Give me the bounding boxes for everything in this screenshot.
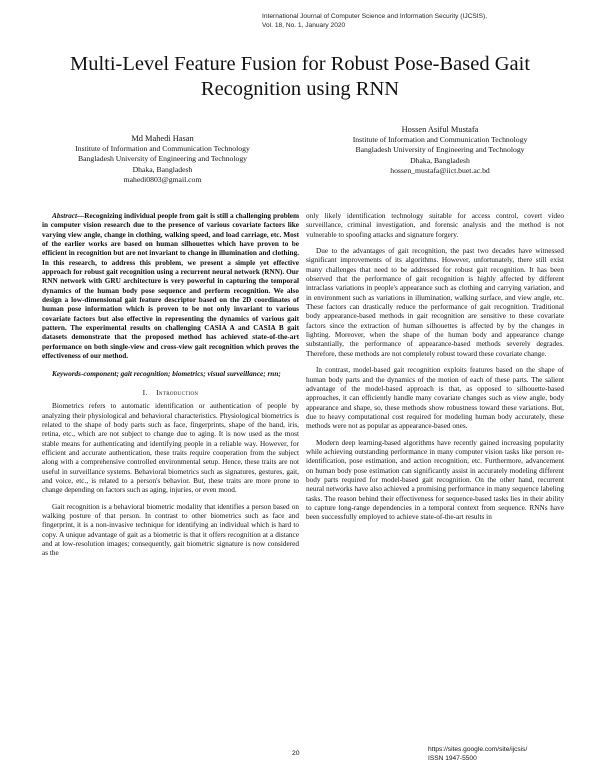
body-paragraph: Due to the advantages of gait recognition, the past two decades have witnessed significant improvements of its algorithms. However, unfortunately, there still exist many challenges that need to be addressed for robust gait recognition. It has been observed that the performance of gait recognition is highly affected by different intraclass variations in people's appearance such as clothing and carrying variation, and in environment such as variations in illumination, walking surface, and view angle, etc. These factors can drastically reduce the performance of gait recognition. Traditional body appearance-based methods in gait recognition are sensitive to these covariate factors since the extraction of human silhouettes is affected by by the changes in lighting. Moreover, when the shape of the human body and appearance change substantially, the performance of appearance-based methods severely degrades. Therefore, these methods are not completely robust toward these covariate change. bbox=[306, 247, 564, 358]
author-block-1 bbox=[40, 134, 285, 185]
journal-volume: Vol. 18, No. 1, January 2020 bbox=[262, 21, 346, 29]
author-name: Md Mahedi Hasan bbox=[131, 134, 194, 143]
right-column bbox=[306, 212, 564, 530]
footer-issn: ISSN 1947-5500 bbox=[428, 754, 477, 762]
author-name: Hossen Asiful Mustafa bbox=[401, 125, 479, 134]
author-block-2 bbox=[310, 125, 570, 176]
author-city: Dhaka, Bangladesh bbox=[410, 155, 470, 165]
page-number: 20 bbox=[292, 750, 300, 757]
author-department: Institute of Information and Communication Technology bbox=[75, 144, 250, 154]
body-paragraph: Biometrics refers to automatic identification or authentication of people by analyzing their physiological and behavioral characteristics. Physiological biometrics is related to the shape of body parts such as face, fingerprints, shape of the hand, iris, retina, etc., which are not subject to change due to aging. It is now used as the most stable means for authenticating and identifying people in a reliable way. However, for efficient and accurate authentication, these traits require cooperation from the subject along with a comprehensive controlled environmental setup. Hence, these traits are not useful in surveillance systems. Behavioral biometrics such as signatures, gestures, gait, and voice, etc., is related to a person's behavior. But, these traits are more prone to change depending on factors such as aging, injuries, or even mood. bbox=[42, 402, 299, 495]
author-department: Institute of Information and Communication Technology bbox=[352, 135, 528, 145]
journal-header bbox=[262, 13, 582, 30]
author-city: Dhaka, Bangladesh bbox=[132, 164, 193, 174]
footer-info bbox=[428, 746, 527, 763]
body-paragraph: Gait recognition is a behavioral biometric modality that identifies a person based on walking posture of that person. In contrast to other biometrics such as face and fingerprint, it is a non-invasive technique for identifying an individual which is hard to copy. A unique advantage of gait as a biometric is that it offers recognition at a distance and at low-resolution images; consequently, gait biometric signature is now considered as the bbox=[42, 502, 299, 558]
paper-title: Multi-Level Feature Fusion for Robust Pose-Based Gait Recognition using RNN bbox=[69, 53, 531, 100]
section-title: Introduction bbox=[156, 387, 199, 397]
body-paragraph: In contrast, model-based gait recognition exploits features based on the shape of human body parts and the dynamics of the motion of each of these parts. The salient advantage of the model-based approach is that, as opposed to silhouette-based approaches, it can efficiently handle many covariate changes such as view angle, body appearance and shape, so, these methods show robustness toward these variations. But, due to heavy computational cost required for modeling human body accurately, these methods were not as popular as appearance-based ones. bbox=[306, 366, 564, 431]
abstract-label: Abstract bbox=[52, 212, 77, 220]
section-heading bbox=[42, 388, 299, 397]
body-paragraph: only likely identification technology suitable for access control, covert video surveillance, criminal investigation, and forensic analysis and the method is not vulnerable to spoofing attacks and signature forgery. bbox=[306, 212, 564, 239]
keywords: Keywords-component; gait recognition; biometrics; visual surveillance; rnn; bbox=[52, 369, 281, 378]
author-university: Bangladesh University of Engineering and Technology bbox=[355, 145, 525, 155]
author-email: mahedi0803@gmail.com bbox=[123, 174, 202, 184]
abstract bbox=[42, 212, 299, 362]
journal-name: International Journal of Computer Science and Information Security (IJCSIS), bbox=[262, 13, 488, 20]
abstract-text: —Recognizing individual people from gait is still a challenging problem in computer vision research due to the presence of various covariate factors like varying view angle, change in clothing, walking speed, and load carriage, etc. Most of the earlier works are based on human silhouettes which have proven to be efficient in recognition but are not invariant to change in illumination and clothing. In this research, to address this problem, we present a simple yet effective approach for robust gait recognition using a recurrent neural network (RNN). Our RNN network with GRU architecture is very powerful in capturing the temporal dynamics of the human body pose sequence and perform recognition. We also design a low-dimensional gait feature descriptor based on the 2D coordinates of human pose information which is proven to be not only invariant to various covariate factors but also effective in representing the dynamics of various gait pattern. The experimental results on challenging CASIA A and CASIA B gait datasets demonstrate that the proposed method has achieved state-of-the-art performance on both single-view and cross-view gait recognition which proves the effectiveness of our method. bbox=[42, 212, 299, 361]
body-paragraph: Modern deep learning-based algorithms have recently gained increasing popularity while achieving outstanding performance in many computer vision tasks like person re-identification, pose estimation, and action recognition, etc. Furthermore, advancement on human body pose estimation can significantly assist in accurately modeling different body parts required for model-based gait recognition. On the other hand, recurrent neural networks have also achieved a promising performance in many sequence labeling tasks. The reason behind their effectiveness for sequence-based tasks lies in their ability to capture long-range dependencies in a temporal context from sequence. RNNs have been successfully employed to achieve state-of-the-art results in bbox=[306, 438, 564, 522]
section-number: I. bbox=[142, 387, 148, 397]
author-university: Bangladesh University of Engineering and Technology bbox=[77, 154, 248, 164]
footer-url: https://sites.google.com/site/ijcsis/ bbox=[428, 746, 528, 753]
left-column bbox=[42, 212, 299, 566]
author-email: hossen_mustafa@iict.buet.ac.bd bbox=[390, 165, 490, 175]
